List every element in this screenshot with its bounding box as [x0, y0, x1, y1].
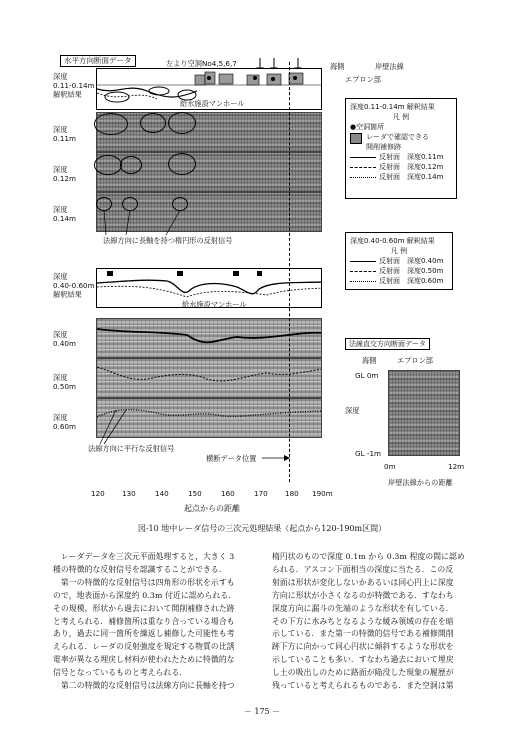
label-depth-050: 深度 0.50m [53, 373, 77, 391]
text-line: えられる．レーダの反射強度を規定する物質の比誘 [53, 642, 235, 652]
text-line: あり，過去に同一箇所を繰返し補修した可能性も考 [53, 629, 235, 639]
x-tick: 140 [155, 489, 169, 498]
label-depth-060: 深度 0.60m [53, 413, 77, 431]
cross-x-axis-label: 岸壁法線からの距離 [388, 478, 453, 487]
x-tick: 160 [221, 489, 235, 498]
legend-lower-subtitle: 凡 例 [390, 247, 408, 255]
x-tick: 120 [91, 489, 105, 498]
label-depth-040: 深度 0.40m [53, 330, 77, 348]
cross-section-radar [388, 370, 460, 456]
page-number: － 175 － [243, 707, 281, 716]
manhole-label-1: 給水施設マンホール [180, 99, 245, 108]
legend-lower-title: 深度0.40-0.60m 解釈結果 [350, 237, 435, 245]
body-right-column [272, 551, 487, 693]
sea-side-label: 海側 [330, 62, 345, 71]
text-line: 電率が異なる埋戻し材料が使われたために特徴的な [53, 655, 235, 665]
cross-depth-label: 深度 [345, 406, 360, 415]
legend-item-repair: レーダで確認できる 開削補修跡 [350, 132, 452, 152]
text-line: られる．アスコン下面相当の深度に当たる．この反 [272, 564, 454, 574]
text-line: ので，地表面から深度約 0.3m 付近に認められる． [53, 590, 237, 600]
apron-label: エプロン部 [345, 75, 381, 84]
legend-item-040: 反射面 深度0.40m [350, 256, 448, 266]
text-line: 方向に形状が小さくなるのが特徴である．すなわち [272, 590, 454, 600]
text-line: 射面は形状が変化しないかあるいは同心円上に深度 [272, 577, 454, 587]
cross-x0-label: 0m [384, 462, 396, 471]
cross-x1-label: 12m [448, 462, 465, 471]
reference-dashed-line [289, 62, 290, 482]
x-tick: 150 [188, 489, 202, 498]
legend-item-060: 反射面 深度0.60m [350, 276, 448, 286]
legend-upper-subtitle: 凡 例 [392, 113, 410, 121]
manhole-label-2: 給水施設マンホール [182, 300, 247, 309]
annotation-leaders-lower [96, 400, 156, 450]
text-line: と考えられる．補修箇所は重なり合っている場合も [53, 616, 235, 626]
body-left-column [53, 551, 268, 693]
cross-gl0-label: GL 0m [355, 371, 379, 380]
x-tick: 190m [312, 489, 333, 498]
text-line: 第一の特徴的な反射信号は四角形の形状を示すも [53, 577, 235, 587]
text-line: し土の吸出しのために路面が陥没した現象の履歴が [272, 668, 454, 678]
ellipse-marker [168, 112, 196, 134]
label-depth-014: 深度 0.14m [53, 205, 77, 223]
top-note: 左より空洞No4,5,6,7 [166, 59, 237, 68]
label-interp-upper: 深度 0.11-0.14m 解釈結果 [53, 72, 95, 99]
x-axis-label: 起点からの距離 [184, 504, 240, 513]
legend-item-011: 反射面 深度0.11m [350, 152, 452, 162]
annotation-leaders-upper [96, 205, 196, 240]
cross-position-arrow [262, 452, 292, 464]
text-line: 信号となっているものと考えられる． [53, 668, 188, 678]
legend-item-014: 反射面 深度0.14m [350, 172, 452, 182]
annotation-ellipse-signal: 法線方向に長軸を持つ楕円形の反射信号 [103, 236, 233, 245]
legend-item-012: 反射面 深度0.12m [350, 162, 452, 172]
legend-item-cavity: ●空洞箇所 [350, 123, 385, 131]
text-line: 深度方向に漏斗の先端のような形状を有している． [272, 603, 454, 613]
cross-gl1-label: GL -1m [355, 449, 382, 458]
ellipse-marker [94, 113, 128, 135]
text-line: 跡下方に向かって同心円状に傾斜するような形状を [272, 642, 454, 652]
cross-position-label: 横断データ位置 [206, 454, 257, 463]
ellipse-marker [168, 153, 196, 175]
legend-upper-title: 深度0.11-0.14m 解釈結果 [350, 103, 435, 111]
x-tick: 130 [122, 489, 136, 498]
label-interp-lower: 深度 0.40-0.60m 解釈結果 [53, 272, 95, 299]
figure-caption: 図-10 地中レーダ信号の三次元処理結果（起点から120-190m区間） [137, 524, 387, 533]
ellipse-marker [94, 155, 122, 175]
ellipse-marker [120, 156, 142, 174]
label-depth-012: 深度 0.12m [53, 165, 77, 183]
text-line: 第二の特徴的な反射信号は法線方向に長軸を持つ [53, 681, 235, 691]
text-line: その下方に水みちとなるような緩み領域の存在を暗 [272, 616, 454, 626]
legend-item-050: 反射面 深度0.50m [350, 266, 448, 276]
text-line: 楕円状のもので深度 0.1m から 0.3m 程度の間に認め [272, 552, 465, 561]
legend-upper [345, 98, 457, 199]
x-tick: 170 [254, 489, 268, 498]
text-line: 残っていると考えられるものである．また空洞は第 [272, 681, 454, 691]
cross-apron-label: エプロン部 [397, 356, 433, 365]
label-depth-011: 深度 0.11m [53, 125, 77, 143]
legend-lower [345, 232, 453, 290]
text-line: 示していることも多い．すなわち過去において埋戻 [272, 655, 454, 665]
cross-section-title: 法線直交方向断面データ [345, 338, 430, 350]
plan-box-title: 水平方向断面データ [60, 55, 136, 67]
text-line: レーダデータを三次元平面処理すると，大きく 3 [53, 552, 235, 561]
seawall-route-label: 岸壁法線 [375, 62, 404, 71]
cross-sea-label: 海側 [362, 356, 377, 365]
text-line: 種の特徴的な反射信号を認識することができる． [53, 564, 227, 574]
text-line: 示している．また第一の特徴的信号である補修開削 [272, 629, 454, 639]
x-tick: 180 [285, 489, 299, 498]
annotation-parallel-signal: 法線方向に平行な反射信号 [88, 444, 175, 453]
text-line: その規模，形状から過去において開削補修された跡 [53, 603, 235, 613]
ellipse-marker [140, 113, 166, 133]
